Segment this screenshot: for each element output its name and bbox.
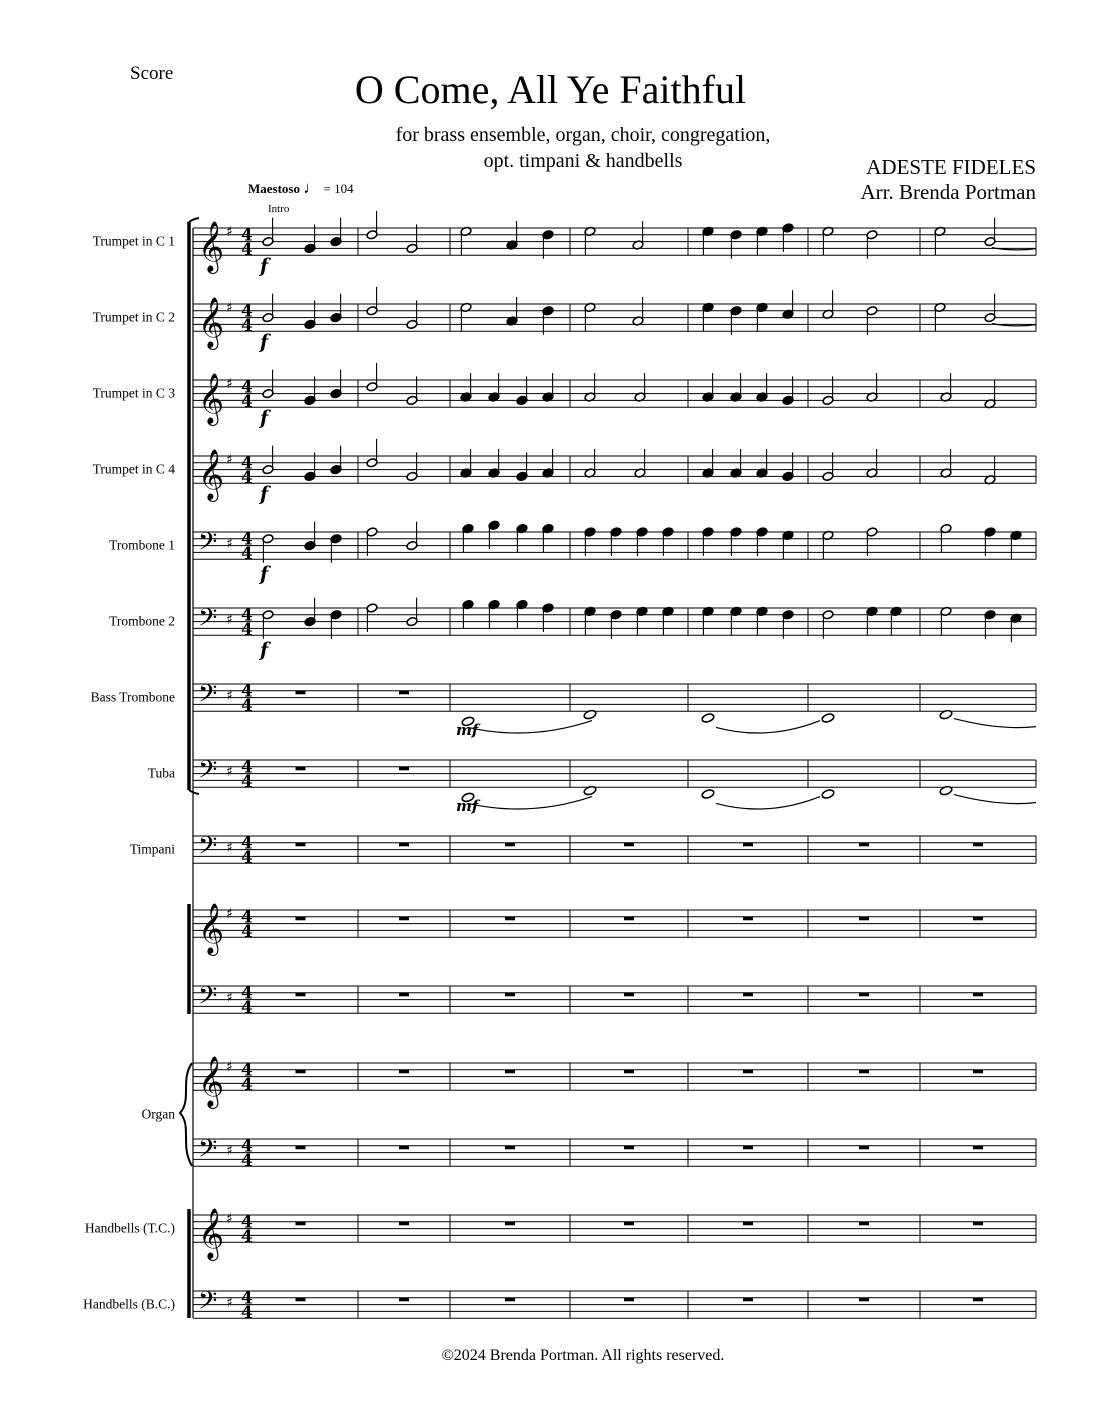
- note: [821, 789, 835, 800]
- bass-clef-icon: 𝄢: [198, 1286, 218, 1322]
- note: [701, 789, 715, 800]
- tune-name: ADESTE FIDELES: [866, 155, 1036, 179]
- whole-rest-icon: [624, 993, 634, 997]
- time-signature-numerator: 4: [241, 757, 253, 778]
- key-signature-sharp-icon: ♯: [226, 839, 233, 856]
- staff: [130, 831, 1036, 868]
- whole-rest-icon: [399, 767, 409, 771]
- note: [304, 300, 316, 329]
- note: [506, 221, 518, 250]
- note: [940, 373, 952, 402]
- time-signature-denominator: 4: [241, 772, 253, 793]
- key-signature-sharp-icon: ♯: [226, 300, 233, 316]
- bass-clef-icon: 𝄢: [198, 1134, 218, 1170]
- note: [730, 230, 742, 259]
- key-signature-sharp-icon: ♯: [226, 224, 233, 240]
- notehead: [821, 713, 835, 724]
- time-signature-numerator: 4: [241, 529, 253, 550]
- whole-rest-icon: [399, 1298, 409, 1302]
- time-signature-numerator: 4: [241, 453, 253, 474]
- note: [636, 527, 648, 556]
- note: [366, 363, 378, 392]
- note: [866, 527, 878, 556]
- note: [304, 376, 316, 405]
- note: [262, 534, 274, 563]
- note: [542, 230, 554, 259]
- note: [632, 297, 644, 326]
- note: [610, 527, 622, 556]
- note: [406, 452, 418, 481]
- whole-rest-icon: [973, 843, 983, 847]
- time-signature-denominator: 4: [241, 848, 253, 869]
- whole-rest-icon: [743, 1146, 753, 1150]
- note: [934, 226, 946, 255]
- whole-rest-icon: [624, 1298, 634, 1302]
- note: [330, 294, 342, 323]
- note: [822, 376, 834, 405]
- note: [984, 294, 996, 323]
- note: [702, 302, 714, 331]
- note: [262, 218, 274, 247]
- note: [516, 524, 528, 553]
- note: [756, 449, 768, 478]
- whole-rest-icon: [399, 917, 409, 921]
- note: [756, 527, 768, 556]
- instrument-name: Trumpet in C 3: [92, 385, 175, 401]
- note: [782, 290, 794, 319]
- instrument-name: Trombone 2: [109, 613, 175, 629]
- note: [756, 373, 768, 402]
- note: [406, 598, 418, 627]
- copyright: ©2024 Brenda Portman. All rights reserved.: [441, 1347, 725, 1364]
- note: [366, 287, 378, 316]
- whole-rest-icon: [296, 1222, 306, 1226]
- whole-rest-icon: [973, 1222, 983, 1226]
- note: [330, 218, 342, 247]
- note: [406, 376, 418, 405]
- dynamic-forte: f: [260, 255, 269, 277]
- time-signature-denominator: 4: [241, 1151, 253, 1172]
- staff: [193, 903, 1036, 956]
- note: [330, 534, 342, 563]
- time-signature-numerator: 4: [241, 301, 253, 322]
- treble-clef-icon: 𝄞: [198, 1056, 225, 1108]
- note: [701, 713, 715, 724]
- key-signature-sharp-icon: ♯: [226, 452, 233, 468]
- whole-rest-icon: [296, 917, 306, 921]
- whole-rest-icon: [399, 993, 409, 997]
- note: [782, 530, 794, 559]
- whole-rest-icon: [505, 1298, 515, 1302]
- instrument-name: Trumpet in C 1: [92, 233, 175, 249]
- time-signature-denominator: 4: [241, 1075, 253, 1096]
- whole-rest-icon: [859, 1298, 869, 1302]
- instrument-name: Handbells (T.C.): [84, 1220, 175, 1236]
- note: [730, 527, 742, 556]
- instrument-name: Bass Trombone: [90, 689, 175, 705]
- note: [866, 606, 878, 635]
- staff: [193, 1134, 1036, 1171]
- note: [866, 230, 878, 259]
- note: [940, 606, 952, 635]
- treble-clef-icon: 𝄞: [198, 221, 225, 273]
- whole-rest-icon: [624, 1070, 634, 1074]
- whole-rest-icon: [859, 993, 869, 997]
- note: [940, 524, 952, 553]
- time-signature-denominator: 4: [241, 240, 253, 261]
- note: [782, 452, 794, 481]
- bass-clef-icon: 𝄢: [198, 679, 218, 715]
- note: [330, 370, 342, 399]
- time-signature-numerator: 4: [241, 605, 253, 626]
- instrument-name: Timpani: [129, 841, 175, 857]
- whole-rest-icon: [296, 691, 306, 695]
- key-signature-sharp-icon: ♯: [226, 1059, 233, 1075]
- section-label: Intro: [268, 203, 290, 215]
- key-signature-sharp-icon: ♯: [226, 763, 233, 780]
- dynamic-forte: f: [260, 331, 269, 353]
- instrument-name: Organ: [141, 1106, 175, 1122]
- note: [584, 302, 596, 331]
- note: [756, 226, 768, 255]
- subtitle-line-1: for brass ensemble, organ, choir, congregation,: [395, 124, 771, 146]
- note: [890, 606, 902, 635]
- note: [584, 527, 596, 556]
- staff: [91, 679, 1036, 716]
- note: [822, 452, 834, 481]
- key-signature-sharp-icon: ♯: [226, 989, 233, 1006]
- dynamic-mezzo-forte: mf: [456, 797, 479, 815]
- time-signature-denominator: 4: [241, 696, 253, 717]
- note: [984, 380, 996, 409]
- note: [304, 452, 316, 481]
- staff: [85, 1208, 1036, 1261]
- time-signature-denominator: 4: [241, 1227, 253, 1248]
- time-signature-denominator: 4: [241, 998, 253, 1019]
- whole-rest-icon: [505, 1070, 515, 1074]
- note: [584, 226, 596, 255]
- note: [702, 373, 714, 402]
- whole-rest-icon: [505, 917, 515, 921]
- note: [782, 223, 794, 252]
- note: [406, 522, 418, 551]
- whole-rest-icon: [859, 917, 869, 921]
- notehead: [701, 789, 715, 800]
- note: [462, 600, 474, 629]
- tempo-word: Maestoso: [248, 181, 300, 196]
- note: [516, 452, 528, 481]
- note: [462, 524, 474, 553]
- note: [634, 449, 646, 478]
- staff: [93, 373, 1036, 426]
- staff: [93, 221, 1036, 274]
- tempo-value: = 104: [323, 181, 354, 196]
- note: [584, 606, 596, 635]
- whole-rest-icon: [743, 1222, 753, 1226]
- note: [1010, 530, 1022, 559]
- dynamic-mezzo-forte: mf: [456, 721, 479, 739]
- treble-clef-icon: 𝄞: [198, 373, 225, 425]
- whole-rest-icon: [505, 843, 515, 847]
- note: [262, 610, 274, 639]
- time-signature-numerator: 4: [241, 681, 253, 702]
- page-title: O Come, All Ye Faithful: [354, 67, 747, 112]
- whole-rest-icon: [743, 843, 753, 847]
- time-signature-denominator: 4: [241, 468, 253, 489]
- note: [782, 610, 794, 639]
- dynamic-forte: f: [260, 407, 269, 429]
- note: [822, 290, 834, 319]
- whole-rest-icon: [624, 1222, 634, 1226]
- whole-rest-icon: [399, 1070, 409, 1074]
- note: [406, 224, 418, 253]
- staff: [193, 981, 1036, 1018]
- time-signature-numerator: 4: [241, 833, 253, 854]
- time-signature-denominator: 4: [241, 620, 253, 641]
- whole-rest-icon: [296, 1146, 306, 1150]
- key-signature-sharp-icon: ♯: [226, 376, 233, 392]
- note: [702, 449, 714, 478]
- key-signature-sharp-icon: ♯: [226, 611, 233, 628]
- staff: [93, 449, 1036, 502]
- treble-clef-icon: 𝄞: [198, 297, 225, 349]
- note: [506, 297, 518, 326]
- note: [366, 439, 378, 468]
- note: [866, 373, 878, 402]
- key-signature-sharp-icon: ♯: [226, 687, 233, 704]
- dynamic-forte: f: [260, 639, 269, 661]
- note: [542, 306, 554, 335]
- note: [488, 373, 500, 402]
- whole-rest-icon: [973, 1146, 983, 1150]
- key-signature-sharp-icon: ♯: [226, 1142, 233, 1159]
- bass-clef-icon: 𝄢: [198, 603, 218, 639]
- staff: [142, 1056, 1037, 1121]
- score-label: Score: [130, 63, 174, 84]
- note: [610, 610, 622, 639]
- whole-rest-icon: [296, 1298, 306, 1302]
- note: [542, 373, 554, 402]
- note: [304, 224, 316, 253]
- note: [984, 610, 996, 639]
- staff: [109, 527, 1036, 564]
- whole-rest-icon: [296, 767, 306, 771]
- time-signature-numerator: 4: [241, 225, 253, 246]
- whole-rest-icon: [399, 843, 409, 847]
- time-signature-numerator: 4: [241, 1060, 253, 1081]
- note: [584, 373, 596, 402]
- note: [634, 373, 646, 402]
- note: [1010, 613, 1022, 642]
- whole-rest-icon: [743, 1298, 753, 1302]
- note: [866, 306, 878, 335]
- note: [822, 530, 834, 559]
- whole-rest-icon: [859, 1222, 869, 1226]
- note: [934, 302, 946, 331]
- treble-clef-icon: 𝄞: [198, 449, 225, 501]
- whole-rest-icon: [743, 917, 753, 921]
- whole-rest-icon: [296, 1070, 306, 1074]
- whole-rest-icon: [973, 917, 983, 921]
- note: [262, 446, 274, 475]
- whole-rest-icon: [743, 1070, 753, 1074]
- whole-rest-icon: [973, 1070, 983, 1074]
- whole-rest-icon: [624, 843, 634, 847]
- note: [636, 606, 648, 635]
- bracket-bottom: [189, 790, 199, 794]
- note: [304, 598, 316, 627]
- note: [730, 373, 742, 402]
- time-signature-denominator: 4: [241, 316, 253, 337]
- note: [330, 446, 342, 475]
- whole-rest-icon: [399, 691, 409, 695]
- note: [460, 449, 472, 478]
- note: [516, 376, 528, 405]
- instrument-name: Handbells (B.C.): [83, 1296, 175, 1312]
- whole-rest-icon: [743, 993, 753, 997]
- bass-clef-icon: 𝄢: [198, 755, 218, 791]
- note: [304, 522, 316, 551]
- note: [782, 376, 794, 405]
- time-signature-denominator: 4: [241, 544, 253, 565]
- note: [984, 527, 996, 556]
- note: [584, 449, 596, 478]
- note: [822, 226, 834, 255]
- note: [542, 524, 554, 553]
- whole-rest-icon: [973, 1298, 983, 1302]
- arranger: Arr. Brenda Portman: [860, 180, 1036, 204]
- note: [984, 218, 996, 247]
- time-signature-numerator: 4: [241, 377, 253, 398]
- time-signature-numerator: 4: [241, 983, 253, 1004]
- bass-clef-icon: 𝄢: [198, 981, 218, 1017]
- note: [488, 449, 500, 478]
- note: [406, 300, 418, 329]
- tie: [468, 797, 592, 809]
- whole-rest-icon: [859, 1070, 869, 1074]
- tie: [716, 721, 820, 733]
- note: [730, 449, 742, 478]
- key-signature-sharp-icon: ♯: [226, 1211, 233, 1227]
- whole-rest-icon: [859, 1146, 869, 1150]
- notehead: [701, 713, 715, 724]
- note: [730, 306, 742, 335]
- whole-rest-icon: [859, 843, 869, 847]
- whole-rest-icon: [505, 1146, 515, 1150]
- subtitle-line-2: opt. timpani & handbells: [483, 150, 683, 172]
- time-signature-denominator: 4: [241, 922, 253, 943]
- tie: [468, 721, 592, 733]
- note: [542, 449, 554, 478]
- instrument-name: Trumpet in C 4: [92, 461, 175, 477]
- note: [662, 527, 674, 556]
- time-signature-denominator: 4: [241, 1303, 253, 1324]
- note: [366, 603, 378, 632]
- note: [730, 606, 742, 635]
- note: [662, 606, 674, 635]
- note: [756, 302, 768, 331]
- note: [756, 606, 768, 635]
- treble-clef-icon: 𝄞: [198, 1208, 225, 1260]
- tie: [716, 797, 820, 809]
- whole-rest-icon: [399, 1146, 409, 1150]
- time-signature-denominator: 4: [241, 392, 253, 413]
- note: [330, 610, 342, 639]
- note: [702, 226, 714, 255]
- organ-brace: [180, 1063, 192, 1166]
- treble-clef-icon: 𝄞: [198, 903, 225, 955]
- dynamic-forte: f: [260, 563, 269, 585]
- note: [366, 211, 378, 240]
- whole-rest-icon: [296, 993, 306, 997]
- note: [460, 373, 472, 402]
- key-signature-sharp-icon: ♯: [226, 535, 233, 552]
- note: [984, 456, 996, 485]
- note: [702, 606, 714, 635]
- instrument-name: Trumpet in C 2: [92, 309, 175, 325]
- note: [262, 294, 274, 323]
- instrument-name: Trombone 1: [109, 537, 175, 553]
- note: [488, 520, 500, 549]
- tie: [954, 795, 1036, 804]
- note: [632, 221, 644, 250]
- time-signature-numerator: 4: [241, 1288, 253, 1309]
- key-signature-sharp-icon: ♯: [226, 1294, 233, 1311]
- whole-rest-icon: [505, 993, 515, 997]
- note: [262, 370, 274, 399]
- whole-rest-icon: [505, 1222, 515, 1226]
- note: [488, 600, 500, 629]
- time-signature-numerator: 4: [241, 1136, 253, 1157]
- note: [702, 527, 714, 556]
- time-signature-numerator: 4: [241, 907, 253, 928]
- note: [866, 449, 878, 478]
- quarter-note-icon: ♩: [303, 178, 321, 197]
- note: [542, 603, 554, 632]
- whole-rest-icon: [624, 917, 634, 921]
- key-signature-sharp-icon: ♯: [226, 906, 233, 922]
- bass-clef-icon: 𝄢: [198, 527, 218, 563]
- dynamic-forte: f: [260, 483, 269, 505]
- whole-rest-icon: [624, 1146, 634, 1150]
- whole-rest-icon: [399, 1222, 409, 1226]
- note: [460, 302, 472, 331]
- tie: [954, 719, 1036, 728]
- note: [516, 600, 528, 629]
- whole-rest-icon: [296, 843, 306, 847]
- staff: [83, 1286, 1036, 1323]
- notehead: [821, 789, 835, 800]
- note: [366, 527, 378, 556]
- note: [822, 610, 834, 639]
- instrument-name: Tuba: [147, 765, 175, 781]
- bass-clef-icon: 𝄢: [198, 831, 218, 867]
- note: [460, 226, 472, 255]
- whole-rest-icon: [973, 993, 983, 997]
- time-signature-numerator: 4: [241, 1212, 253, 1233]
- note: [821, 713, 835, 724]
- staff: [93, 297, 1036, 350]
- note: [940, 449, 952, 478]
